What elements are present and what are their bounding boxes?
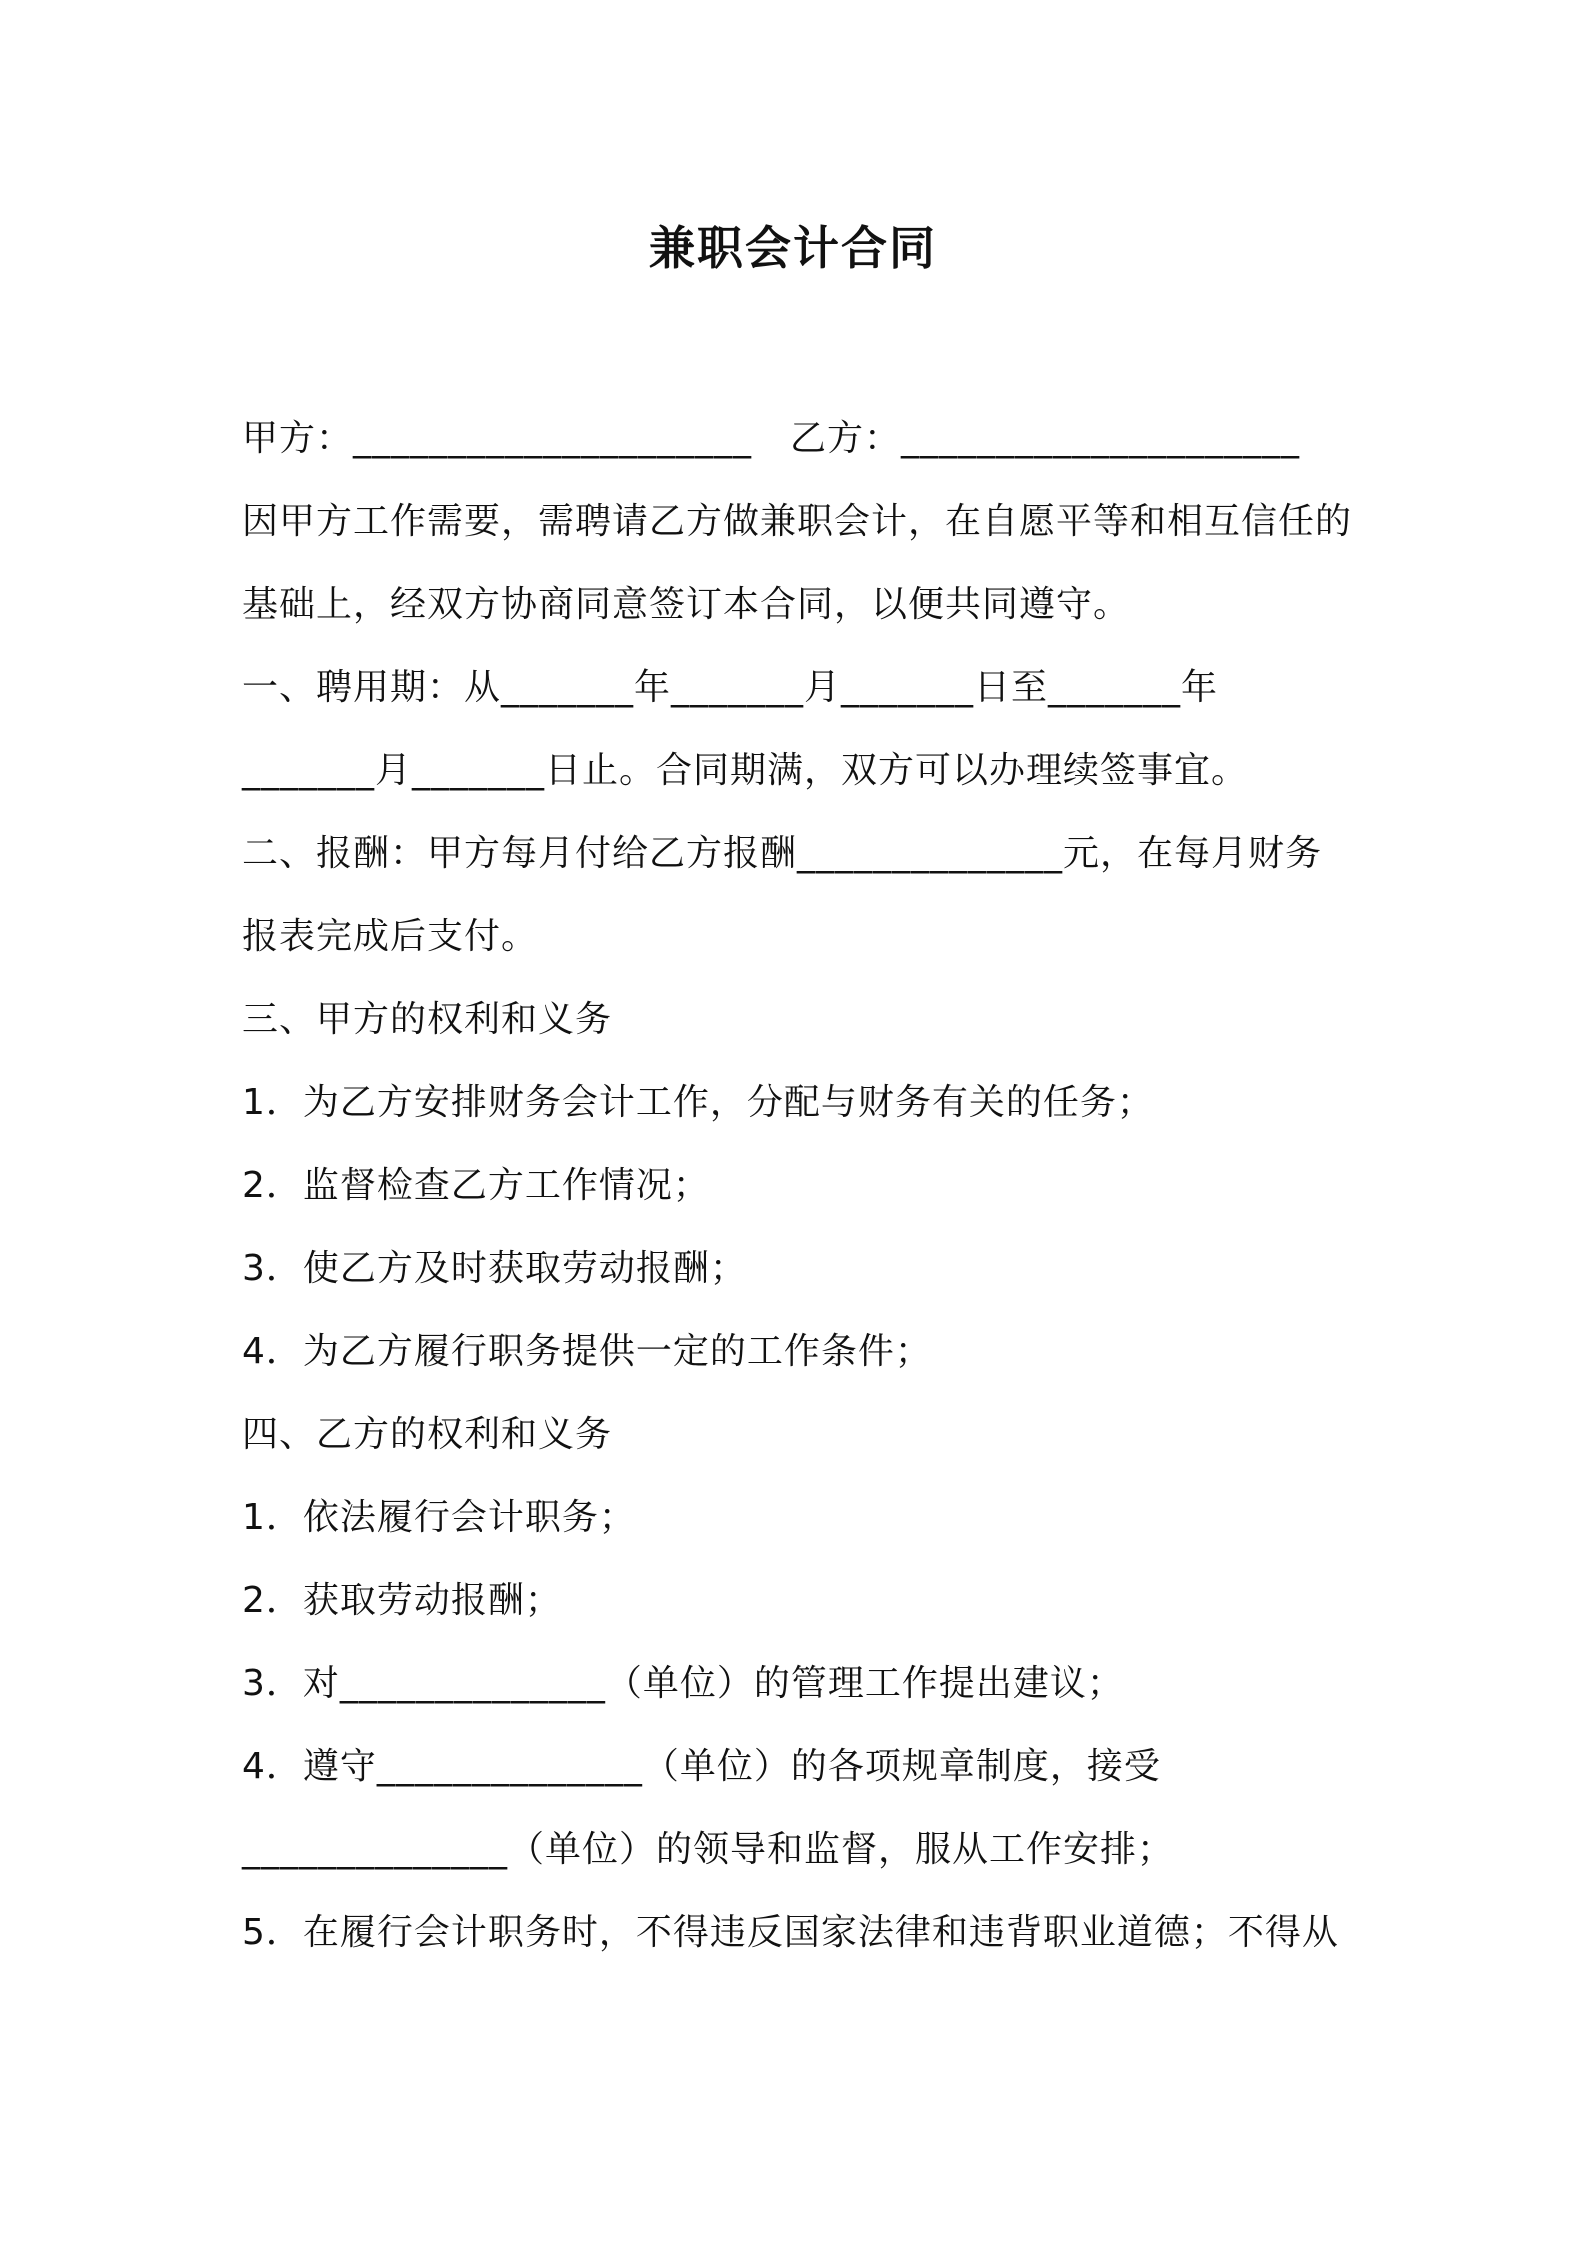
- section-heading: 三、甲方的权利和义务: [242, 999, 613, 1040]
- payment-clause-line: 报表完成后支付。: [242, 916, 539, 957]
- section-heading: 四、乙方的权利和义务: [242, 1414, 613, 1455]
- list-item: 1．为乙方安排财务会计工作，分配与财务有关的任务；: [242, 1082, 1154, 1123]
- list-item-continuation: ______________（单位）的领导和监督，服从工作安排；: [242, 1829, 1175, 1870]
- list-item: 5．在履行会计职务时，不得违反国家法律和违背职业道德；不得从: [242, 1912, 1339, 1953]
- list-item: 3．使乙方及时获取劳动报酬；: [242, 1248, 747, 1289]
- term-clause-line: 一、聘用期：从_______年_______月_______日至_______年: [242, 667, 1219, 708]
- list-item: 4．遵守______________（单位）的各项规章制度，接受: [242, 1746, 1161, 1787]
- list-item: 1．依法履行会计职务；: [242, 1497, 636, 1538]
- list-item: 4．为乙方履行职务提供一定的工作条件；: [242, 1331, 932, 1372]
- document-title: 兼职会计合同: [649, 221, 937, 275]
- parties-line: [242, 402, 1362, 485]
- list-item: 2．监督检查乙方工作情况；: [242, 1165, 710, 1206]
- paragraph-line: 因甲方工作需要，需聘请乙方做兼职会计，在自愿平等和相互信任的: [242, 501, 1353, 542]
- list-item: 3．对______________（单位）的管理工作提出建议；: [242, 1663, 1124, 1704]
- party-b-field: 乙方：_____________________: [790, 418, 1301, 459]
- paragraph-line: 基础上，经双方协商同意签订本合同，以便共同遵守。: [242, 584, 1131, 625]
- party-a-field: 甲方：_____________________: [242, 418, 753, 459]
- payment-clause-line: 二、报酬：甲方每月付给乙方报酬______________元，在每月财务: [242, 833, 1323, 874]
- term-clause-line: _______月_______日止。合同期满，双方可以办理续签事宜。: [242, 750, 1249, 791]
- list-item: 2．获取劳动报酬；: [242, 1580, 562, 1621]
- document-body: [242, 402, 1362, 1979]
